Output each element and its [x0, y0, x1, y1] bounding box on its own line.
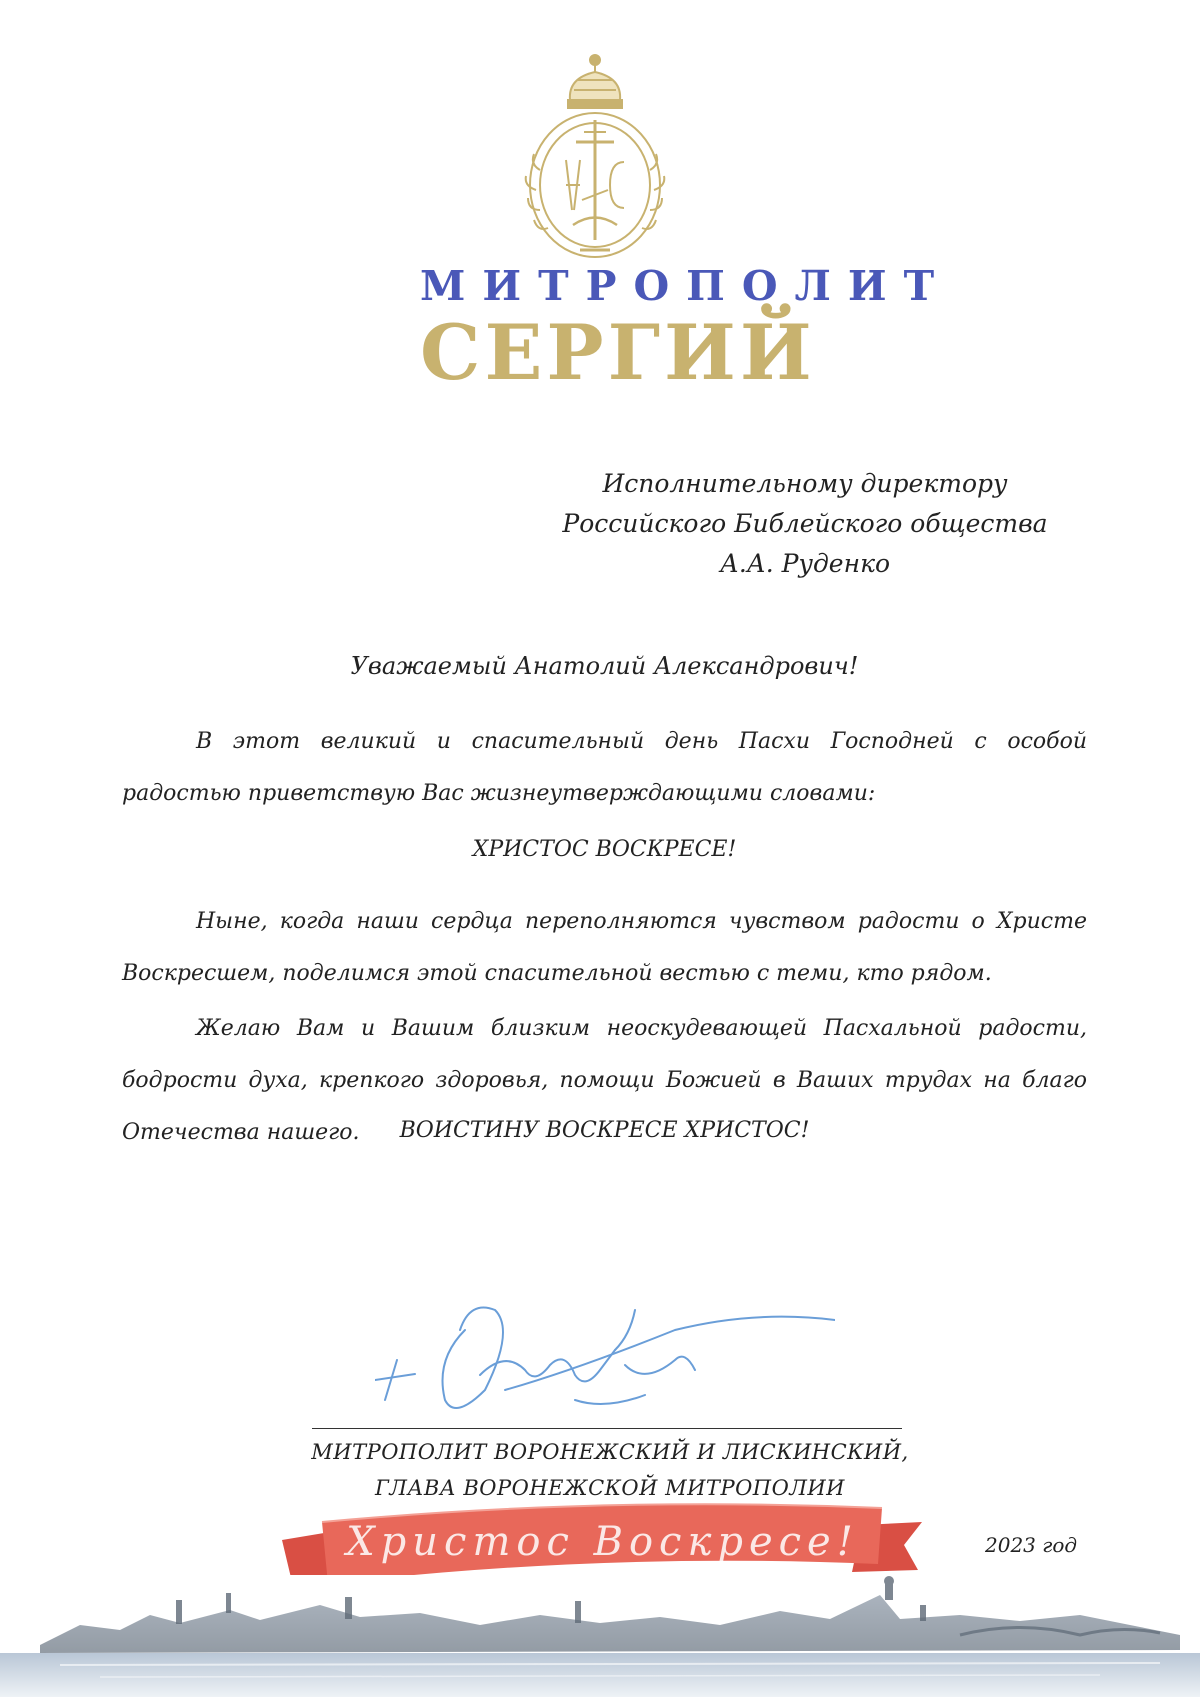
signer-title: МИТРОПОЛИТ ВОРОНЕЖСКИЙ И ЛИСКИНСКИЙ,: [311, 1440, 909, 1464]
paschal-response: ВОИСТИНУ ВОСКРЕСЕ ХРИСТОС!: [399, 1118, 810, 1143]
paschal-greeting: ХРИСТОС ВОСКРЕСЕ!: [472, 837, 737, 862]
letterhead-title: МИТРОПОЛИТ: [420, 262, 952, 310]
letterhead-name: СЕРГИЙ: [420, 308, 816, 397]
metropolitan-crest-icon: [518, 50, 672, 260]
paragraph-share-news: Ныне, когда наши сердца переполняются чувством радости о Христе Воскресшем, поделимся этой спасительной вестью с теми, кто рядом.: [122, 909, 1087, 986]
addressee-organization: Российского Библейского общества: [562, 509, 1048, 538]
paragraph-easter-greeting: В этот великий и спасительный день Пасхи Господней с особой радостью приветствую Вас жизнеутверждающими словами:: [122, 729, 1087, 806]
signature-line: [312, 1428, 902, 1429]
document-year: 2023 год: [985, 1533, 1078, 1557]
addressee-name: А.А. Руденко: [719, 549, 891, 578]
city-riverside-skyline-icon: [0, 1575, 1200, 1697]
ribbon-text: Христос Воскресе!: [346, 1519, 859, 1565]
paragraph-wishes: Желаю Вам и Вашим близким неоскудевающей Пасхальной радости, бодрости духа, крепкого здоровья, помощи Божией в Ваших трудах на благо Отечества нашего.: [122, 1016, 1087, 1145]
salutation: Уважаемый Анатолий Александрович!: [350, 652, 859, 680]
addressee-position: Исполнительному директору: [602, 469, 1008, 498]
handwritten-signature: [375, 1290, 835, 1430]
signer-office: ГЛАВА ВОРОНЕЖСКОЙ МИТРОПОЛИИ: [375, 1476, 845, 1500]
